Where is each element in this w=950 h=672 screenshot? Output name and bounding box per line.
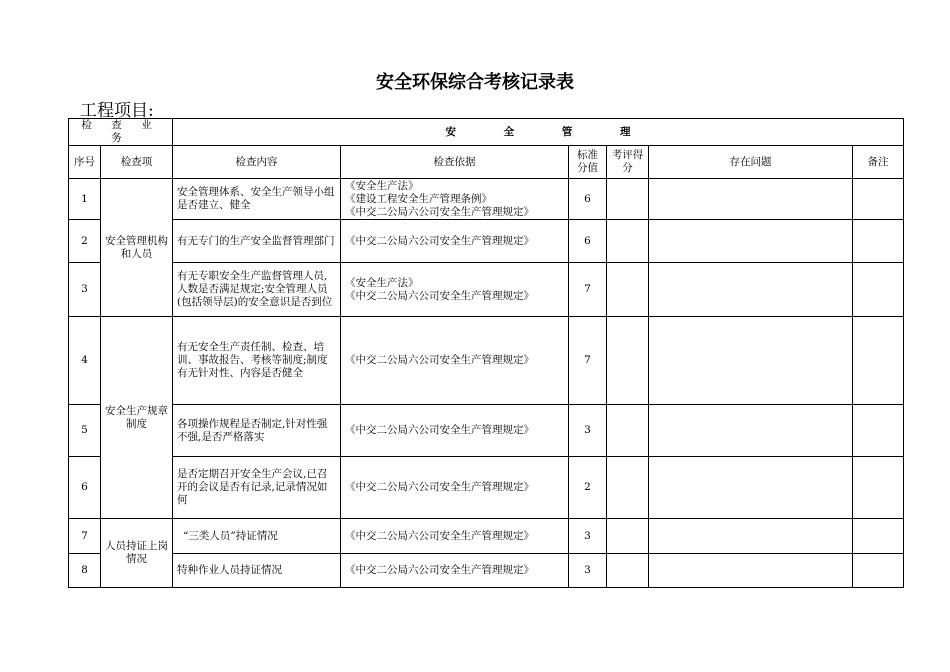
- row-seq: 2: [69, 220, 101, 263]
- row-seq: 6: [69, 457, 101, 519]
- table-row: [69, 457, 904, 519]
- row-remarks[interactable]: [853, 220, 904, 263]
- row-remarks[interactable]: [853, 405, 904, 457]
- row-seq: 5: [69, 405, 101, 457]
- row-remarks[interactable]: [853, 554, 904, 588]
- row-basis: 《中交二公局六公司安全生产管理规定》: [341, 405, 569, 457]
- row-basis: 《中交二公局六公司安全生产管理规定》: [341, 457, 569, 519]
- column-header-row: [69, 146, 904, 179]
- row-standard: 7: [569, 263, 607, 317]
- row-content: 有无安全生产责任制、检查、培训、事故报告、考核等制度;制度有无针对性、内容是否健全: [173, 317, 341, 405]
- row-standard: 7: [569, 317, 607, 405]
- row-score[interactable]: [607, 317, 649, 405]
- row-issues[interactable]: [649, 457, 853, 519]
- col-seq: 序号: [69, 146, 101, 179]
- col-basis: 检查依据: [341, 146, 569, 179]
- business-header-row: [69, 119, 904, 146]
- row-standard: 3: [569, 405, 607, 457]
- row-seq: 3: [69, 263, 101, 317]
- row-issues[interactable]: [649, 220, 853, 263]
- table-row: [69, 179, 904, 220]
- row-remarks[interactable]: [853, 317, 904, 405]
- row-content: 各项操作规程是否制定,针对性强不强,是否严格落实: [173, 405, 341, 457]
- row-standard: 2: [569, 457, 607, 519]
- col-item: 检查项: [101, 146, 173, 179]
- row-remarks[interactable]: [853, 263, 904, 317]
- document-title: 安全环保综合考核记录表: [376, 72, 574, 93]
- row-content: “三类人员”持证情况: [173, 519, 341, 554]
- row-score[interactable]: [607, 554, 649, 588]
- table-row: [69, 220, 904, 263]
- row-issues[interactable]: [649, 317, 853, 405]
- row-issues[interactable]: [649, 519, 853, 554]
- row-content: 是否定期召开安全生产会议,已召开的会议是否有记录,记录情况如何: [173, 457, 341, 519]
- group-item: 安全管理机构和人员: [101, 179, 173, 317]
- row-seq: 4: [69, 317, 101, 405]
- col-remarks: 备注: [853, 146, 904, 179]
- row-seq: 8: [69, 554, 101, 588]
- col-content: 检查内容: [173, 146, 341, 179]
- row-standard: 6: [569, 179, 607, 220]
- row-score[interactable]: [607, 179, 649, 220]
- row-content: 安全管理体系、安全生产领导小组是否建立、健全: [173, 179, 341, 220]
- table-row: [69, 405, 904, 457]
- row-content: 有无专职安全生产监督管理人员,人数是否满足规定;安全管理人员(包括领导层)的安全意识是否到位: [173, 263, 341, 317]
- row-basis: 《安全生产法》 《中交二公局六公司安全生产管理规定》: [341, 263, 569, 317]
- row-basis: 《中交二公局六公司安全生产管理规定》: [341, 317, 569, 405]
- row-remarks[interactable]: [853, 179, 904, 220]
- col-standard: 标准分值: [569, 146, 607, 179]
- row-score[interactable]: [607, 519, 649, 554]
- business-label: 检 查 业 务: [69, 119, 173, 146]
- group-item: 人员持证上岗情况: [101, 519, 173, 588]
- table-row: [69, 519, 904, 554]
- row-seq: 1: [69, 179, 101, 220]
- row-score[interactable]: [607, 263, 649, 317]
- row-standard: 3: [569, 519, 607, 554]
- inspection-table: [68, 118, 904, 588]
- row-basis: 《中交二公局六公司安全生产管理规定》: [341, 554, 569, 588]
- table-row: [69, 317, 904, 405]
- row-score[interactable]: [607, 220, 649, 263]
- row-issues[interactable]: [649, 405, 853, 457]
- row-remarks[interactable]: [853, 519, 904, 554]
- col-issues: 存在问题: [649, 146, 853, 179]
- row-content: 特种作业人员持证情况: [173, 554, 341, 588]
- row-remarks[interactable]: [853, 457, 904, 519]
- business-value: 安 全 管 理: [173, 119, 904, 146]
- row-issues[interactable]: [649, 554, 853, 588]
- row-issues[interactable]: [649, 263, 853, 317]
- row-basis: 《中交二公局六公司安全生产管理规定》: [341, 519, 569, 554]
- row-basis: 《安全生产法》 《建设工程安全生产管理条例》 《中交二公局六公司安全生产管理规定》: [341, 179, 569, 220]
- row-score[interactable]: [607, 457, 649, 519]
- table-row: [69, 554, 904, 588]
- row-standard: 6: [569, 220, 607, 263]
- table-row: [69, 263, 904, 317]
- row-seq: 7: [69, 519, 101, 554]
- row-content: 有无专门的生产安全监督管理部门: [173, 220, 341, 263]
- project-label: 工程项目:: [80, 101, 154, 121]
- row-issues[interactable]: [649, 179, 853, 220]
- row-score[interactable]: [607, 405, 649, 457]
- row-standard: 3: [569, 554, 607, 588]
- col-score: 考评得分: [607, 146, 649, 179]
- group-item: 安全生产规章制度: [101, 317, 173, 519]
- row-basis: 《中交二公局六公司安全生产管理规定》: [341, 220, 569, 263]
